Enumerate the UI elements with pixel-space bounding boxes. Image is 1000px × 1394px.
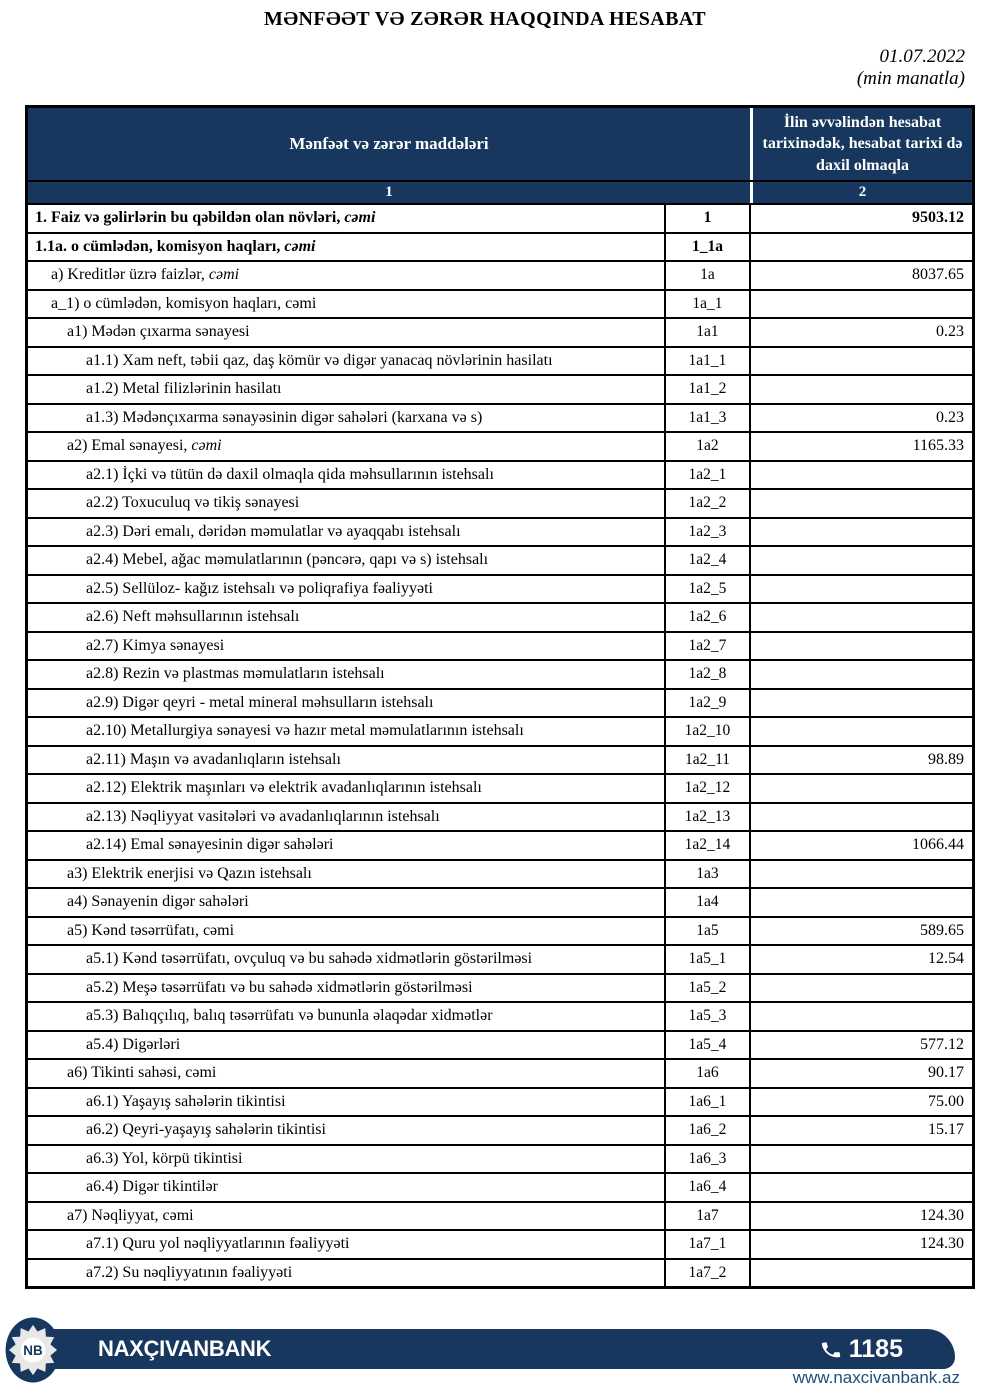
row-label-cell xyxy=(28,832,666,859)
bank-monogram: NB xyxy=(23,1343,43,1359)
items-column-header: Mənfəət və zərər maddələri xyxy=(28,108,753,180)
row-code: 1a1_1 xyxy=(666,348,751,375)
row-code: 1 xyxy=(666,205,751,232)
table-row xyxy=(28,773,972,802)
table-row xyxy=(28,403,972,432)
table-row xyxy=(28,830,972,859)
row-label: a1) Mədən çıxarma sənayesi xyxy=(67,323,250,341)
row-label: a7.2) Su nəqliyyatının fəaliyyəti xyxy=(86,1263,293,1281)
report-date: 01.07.2022 xyxy=(879,46,965,67)
row-value xyxy=(751,1174,972,1201)
row-label: a6) Tikinti sahəsi, cəmi xyxy=(67,1064,217,1082)
row-code: 1a2_13 xyxy=(666,804,751,831)
row-label-cell xyxy=(28,433,666,460)
row-label: a2.13) Nəqliyyat vasitələri və avadanlıqlarının istehsalı xyxy=(86,807,440,825)
row-value xyxy=(751,889,972,916)
table-row xyxy=(28,1229,972,1258)
table-row xyxy=(28,802,972,831)
row-value: 12.54 xyxy=(928,950,964,968)
row-label: a2.5) Sellüloz- kağız istehsalı və poliqrafiya fəaliyyəti xyxy=(86,579,433,597)
table-row xyxy=(28,859,972,888)
table-row xyxy=(28,1058,972,1087)
table-row xyxy=(28,1001,972,1030)
row-code: 1a_1 xyxy=(666,291,751,318)
footer-bar xyxy=(30,1329,955,1369)
row-code: 1a xyxy=(666,262,751,289)
row-label-cell xyxy=(28,576,666,603)
row-value xyxy=(751,1003,972,1030)
row-label-cell xyxy=(28,519,666,546)
row-code: 1a5_2 xyxy=(666,975,751,1002)
table-row xyxy=(28,1030,972,1059)
table-row xyxy=(28,460,972,489)
bank-wordmark xyxy=(98,1336,271,1362)
row-value xyxy=(751,547,972,574)
row-label: a5.4) Digərləri xyxy=(86,1035,181,1053)
row-label-cell xyxy=(28,975,666,1002)
row-label: a1.2) Metal filizlərinin hasilatı xyxy=(86,380,282,398)
table-row xyxy=(28,716,972,745)
row-code: 1a6 xyxy=(666,1060,751,1087)
row-code: 1_1a xyxy=(666,234,751,261)
row-label: a) Kreditlər üzrə faizlər, xyxy=(51,266,205,284)
row-value: 90.17 xyxy=(928,1064,964,1082)
row-code: 1a2_5 xyxy=(666,576,751,603)
row-label: a6.2) Qeyri-yaşayış sahələrin tikintisi xyxy=(86,1121,326,1139)
row-label-cell xyxy=(28,205,666,232)
row-label-cell xyxy=(28,918,666,945)
table-row xyxy=(28,260,972,289)
row-code: 1a7_2 xyxy=(666,1260,751,1287)
row-label-cell xyxy=(28,348,666,375)
row-value: 8037.65 xyxy=(912,266,964,284)
table-row xyxy=(28,1258,972,1287)
page-title: MƏNFƏƏT VƏ ZƏRƏR HAQQINDA HESABAT xyxy=(264,8,706,30)
row-value xyxy=(751,690,972,717)
row-label: a2.11) Maşın və avadanlıqların istehsalı xyxy=(86,750,341,768)
row-code: 1a2_3 xyxy=(666,519,751,546)
table-row xyxy=(28,688,972,717)
row-label: a7.1) Quru yol nəqliyyatlarının fəaliyyəti xyxy=(86,1235,350,1253)
hotline-number: 1185 xyxy=(848,1335,903,1363)
row-label-cell xyxy=(28,319,666,346)
row-label-cell xyxy=(28,1260,666,1287)
row-value: 1066.44 xyxy=(912,836,964,854)
row-label: a5.1) Kənd təsərrüfatı, ovçuluq və bu sahədə xidmətlərin göstərilməsi xyxy=(86,950,533,968)
row-label-cell xyxy=(28,1003,666,1030)
table-row xyxy=(28,289,972,318)
row-value xyxy=(751,661,972,688)
bank-name-part1: NAXÇIVAN xyxy=(98,1336,209,1361)
row-label: a2.8) Rezin və plastmas məmulatların istehsalı xyxy=(86,665,385,683)
row-label: a2.9) Digər qeyri - metal mineral məhsulların istehsalı xyxy=(86,693,434,711)
table-row xyxy=(28,1087,972,1116)
row-label-italic: cəmi xyxy=(187,437,222,455)
row-value xyxy=(751,1260,972,1287)
row-code: 1a5_4 xyxy=(666,1032,751,1059)
row-label-cell xyxy=(28,946,666,973)
row-value xyxy=(751,376,972,403)
row-label-cell xyxy=(28,1146,666,1173)
table-row xyxy=(28,232,972,261)
table-row xyxy=(28,602,972,631)
row-value xyxy=(751,490,972,517)
row-code: 1a2_10 xyxy=(666,718,751,745)
row-label: a3) Elektrik enerjisi və Qazın istehsalı xyxy=(67,864,312,882)
row-label: a2.7) Kimya sənayesi xyxy=(86,636,225,654)
table-body xyxy=(28,203,972,1286)
row-label-cell xyxy=(28,1231,666,1258)
row-label: a2.10) Metallurgiya sənayesi və hazır metal məmulatlarının istehsalı xyxy=(86,722,524,740)
row-label: a6.3) Yol, körpü tikintisi xyxy=(86,1149,243,1167)
row-value: 577.12 xyxy=(920,1035,964,1053)
row-label: 1. Faiz və gəlirlərin bu qəbildən olan növləri, xyxy=(35,209,341,227)
row-code: 1a5_1 xyxy=(666,946,751,973)
row-label: a7) Nəqliyyat, cəmi xyxy=(67,1206,194,1224)
row-code: 1a2_6 xyxy=(666,604,751,631)
row-label: a6.1) Yaşayış sahələrin tikintisi xyxy=(86,1092,286,1110)
hotline xyxy=(820,1335,903,1364)
row-value xyxy=(751,718,972,745)
table-row xyxy=(28,887,972,916)
row-label-cell xyxy=(28,490,666,517)
row-code: 1a2 xyxy=(666,433,751,460)
row-value xyxy=(751,576,972,603)
table-row xyxy=(28,944,972,973)
row-label: a2.2) Toxuculuq və tikiş sənayesi xyxy=(86,494,300,512)
row-label-cell xyxy=(28,661,666,688)
row-code: 1a7_1 xyxy=(666,1231,751,1258)
row-label-italic: cəmi xyxy=(280,237,316,255)
row-label: a1.3) Mədənçıxarma sənayəsinin digər sahələri (karxana və s) xyxy=(86,408,483,426)
row-code: 1a2_4 xyxy=(666,547,751,574)
table-row xyxy=(28,1144,972,1173)
row-code: 1a2_7 xyxy=(666,633,751,660)
row-value xyxy=(751,804,972,831)
table-row xyxy=(28,631,972,660)
row-value xyxy=(751,861,972,888)
row-value: 15.17 xyxy=(928,1121,964,1139)
row-label: 1.1a. o cümlədən, komisyon haqları, xyxy=(35,237,281,255)
row-label-cell xyxy=(28,889,666,916)
table-row xyxy=(28,745,972,774)
row-label: a1.1) Xam neft, təbii qaz, daş kömür və digər yanacaq növlərinin hasilatı xyxy=(86,351,553,369)
table-row xyxy=(28,374,972,403)
row-code: 1a6_4 xyxy=(666,1174,751,1201)
row-value: 124.30 xyxy=(920,1235,964,1253)
row-value xyxy=(751,1146,972,1173)
row-label: a_1) o cümlədən, komisyon haqları, cəmi xyxy=(51,294,317,312)
row-label: a2.14) Emal sənayesinin digər sahələri xyxy=(86,836,334,854)
row-label: a2.4) Mebel, ağac məmulatlarının (pəncərə, qapı və s) istehsalı xyxy=(86,551,489,569)
table-row xyxy=(28,1172,972,1201)
row-code: 1a6_2 xyxy=(666,1117,751,1144)
table-row xyxy=(28,1201,972,1230)
row-label: a2) Emal sənayesi, xyxy=(67,437,188,455)
table-row xyxy=(28,517,972,546)
row-code: 1a5_3 xyxy=(666,1003,751,1030)
row-label-italic: cəmi xyxy=(204,266,240,284)
row-value xyxy=(751,604,972,631)
row-value: 1165.33 xyxy=(912,437,964,455)
row-label: a6.4) Digər tikintilər xyxy=(86,1178,218,1196)
table-row xyxy=(28,659,972,688)
table-row xyxy=(28,431,972,460)
row-label: a2.1) İçki və tütün də daxil olmaqla qida məhsullarının istehsalı xyxy=(86,465,494,483)
table-row xyxy=(28,203,972,232)
row-code: 1a2_2 xyxy=(666,490,751,517)
row-code: 1a5 xyxy=(666,918,751,945)
row-label: a2.3) Dəri emalı, dəridən məmulatlar və ayaqqabı istehsalı xyxy=(86,522,461,540)
row-code: 1a7 xyxy=(666,1203,751,1230)
row-label-cell xyxy=(28,262,666,289)
row-label-cell xyxy=(28,604,666,631)
row-label-cell xyxy=(28,775,666,802)
row-value: 124.30 xyxy=(920,1206,964,1224)
row-label-cell xyxy=(28,1203,666,1230)
row-code: 1a2_9 xyxy=(666,690,751,717)
row-label-cell xyxy=(28,804,666,831)
row-label-cell xyxy=(28,376,666,403)
column-number-2: 2 xyxy=(858,184,867,200)
phone-icon xyxy=(818,1337,843,1362)
row-code: 1a6_3 xyxy=(666,1146,751,1173)
row-value: 0.23 xyxy=(936,323,964,341)
row-value: 589.65 xyxy=(920,921,964,939)
period-column-header: İlin əvvəlindən hesabat tarixinədək, hesabat tarixi də daxil olmaqla xyxy=(762,114,963,174)
row-value: 9503.12 xyxy=(912,209,964,227)
row-label-cell xyxy=(28,291,666,318)
row-code: 1a1_2 xyxy=(666,376,751,403)
column-number-1: 1 xyxy=(28,182,753,203)
table-row xyxy=(28,317,972,346)
row-value xyxy=(751,234,972,261)
row-value xyxy=(751,975,972,1002)
report-table xyxy=(25,105,975,1289)
row-code: 1a2_8 xyxy=(666,661,751,688)
row-label-cell xyxy=(28,718,666,745)
bank-website: www.naxcivanbank.az xyxy=(792,1368,960,1387)
row-code: 1a2_1 xyxy=(666,462,751,489)
row-label-cell xyxy=(28,462,666,489)
table-row xyxy=(28,545,972,574)
row-label-cell xyxy=(28,234,666,261)
row-label-italic: cəmi xyxy=(340,209,376,227)
row-label: a4) Sənayenin digər sahələri xyxy=(67,893,249,911)
row-value xyxy=(751,462,972,489)
row-value xyxy=(751,519,972,546)
row-label-cell xyxy=(28,747,666,774)
row-code: 1a2_14 xyxy=(666,832,751,859)
row-code: 1a2_11 xyxy=(666,747,751,774)
row-value xyxy=(751,775,972,802)
row-code: 1a4 xyxy=(666,889,751,916)
row-label-cell xyxy=(28,1032,666,1059)
row-label: a5) Kənd təsərrüfatı, cəmi xyxy=(67,921,235,939)
bank-logo xyxy=(5,1317,61,1383)
row-label: a5.2) Meşə təsərrüfatı və bu sahədə xidmətlərin göstərilməsi xyxy=(86,978,473,996)
row-value xyxy=(751,633,972,660)
row-label-cell xyxy=(28,405,666,432)
row-label-cell xyxy=(28,1089,666,1116)
bank-name-part2: BANK xyxy=(208,1336,272,1361)
table-row xyxy=(28,973,972,1002)
table-row xyxy=(28,574,972,603)
row-value: 98.89 xyxy=(928,750,964,768)
unit-note: (min manatla) xyxy=(856,67,965,89)
row-code: 1a1_3 xyxy=(666,405,751,432)
row-code: 1a2_12 xyxy=(666,775,751,802)
row-label-cell xyxy=(28,633,666,660)
row-value: 75.00 xyxy=(928,1092,964,1110)
table-row xyxy=(28,916,972,945)
row-label-cell xyxy=(28,690,666,717)
table-row xyxy=(28,346,972,375)
row-code: 1a3 xyxy=(666,861,751,888)
row-label: a2.12) Elektrik maşınları və elektrik avadanlıqlarının istehsalı xyxy=(86,779,482,797)
row-value xyxy=(751,348,972,375)
row-label-cell xyxy=(28,1060,666,1087)
row-value xyxy=(751,291,972,318)
report-date-block xyxy=(857,46,965,90)
row-label-cell xyxy=(28,1117,666,1144)
table-row xyxy=(28,488,972,517)
row-code: 1a1 xyxy=(666,319,751,346)
row-label-cell xyxy=(28,1174,666,1201)
row-label: a5.3) Balıqçılıq, balıq təsərrüfatı və bununla əlaqədar xidmətlər xyxy=(86,1007,493,1025)
table-header xyxy=(28,108,972,203)
row-label: a2.6) Neft məhsullarının istehsalı xyxy=(86,608,300,626)
row-value: 0.23 xyxy=(936,408,964,426)
row-label-cell xyxy=(28,547,666,574)
row-code: 1a6_1 xyxy=(666,1089,751,1116)
row-label-cell xyxy=(28,861,666,888)
table-row xyxy=(28,1115,972,1144)
